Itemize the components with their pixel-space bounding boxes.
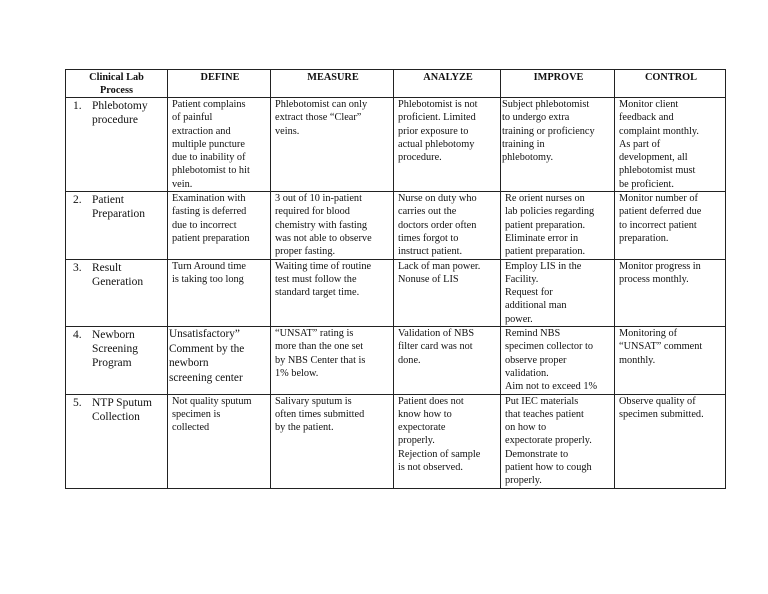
define-cell: [168, 98, 271, 192]
row-number: 3.: [73, 261, 82, 274]
improve-text: Re orient nurses on lab policies regarding patient preparation. Eliminate error in patient preparation.: [505, 193, 595, 258]
row-number: 4.: [73, 329, 82, 342]
analyze-cell: [394, 259, 501, 326]
measure-cell: [271, 327, 394, 394]
process-name: Result Generation: [92, 261, 144, 288]
control-text: Monitor number of patient deferred due to incorrect patient preparation.: [619, 193, 702, 244]
measure-text: Waiting time of routine test must follow the standard target time.: [275, 260, 372, 299]
measure-text: Phlebotomist can only extract those “Clear” veins.: [275, 99, 368, 137]
header-control: CONTROL: [615, 70, 726, 98]
control-text: Observe quality of specimen submitted.: [619, 395, 704, 420]
analyze-text: Patient does not know how to expectorate properly. Rejection of sample is not observed.: [398, 395, 481, 474]
improve-cell: [501, 259, 615, 326]
analyze-text: Phlebotomist is not proficient. Limited prior exposure to actual phlebotomy procedure.: [398, 99, 478, 164]
define-text: Not quality sputum specimen is collected: [172, 395, 252, 434]
dmaic-table: [65, 69, 726, 489]
improve-cell: [501, 192, 615, 259]
control-cell: [615, 394, 726, 488]
define-text: Examination with fasting is deferred due to incorrect patient preparation: [172, 193, 250, 244]
control-text: Monitoring of “UNSAT” comment monthly.: [619, 328, 703, 366]
header-analyze: ANALYZE: [394, 70, 501, 98]
analyze-cell: [394, 327, 501, 394]
analyze-cell: [394, 192, 501, 259]
process-cell: [66, 327, 168, 394]
define-text: Patient complains of painful extraction and multiple puncture due to inability of phlebotomist to hit vein.: [172, 99, 250, 190]
header-improve: IMPROVE: [501, 70, 615, 98]
process-name: Patient Preparation: [92, 194, 146, 221]
table-row: [66, 192, 726, 259]
improve-cell: [501, 394, 615, 488]
improve-text: Subject phlebotomist to undergo extra training or proficiency training in phlebotomy.: [502, 99, 595, 164]
table-row: [66, 98, 726, 192]
table-row: [66, 259, 726, 326]
define-text: Unsatisfactory” Comment by the newborn screening center: [169, 328, 245, 384]
improve-cell: [501, 327, 615, 394]
improve-text: Remind NBS specimen collector to observe proper validation. Aim not to exceed 1%: [505, 328, 598, 393]
table-row: [66, 327, 726, 394]
process-cell: [66, 394, 168, 488]
define-text: Turn Around time is taking too long: [172, 260, 246, 285]
measure-text: “UNSAT” rating is more than the one set by NBS Center that is 1% below.: [275, 328, 366, 379]
define-cell: [168, 192, 271, 259]
measure-text: Salivary sputum is often times submitted by the patient.: [275, 395, 365, 434]
header-measure: MEASURE: [271, 70, 394, 98]
control-cell: [615, 98, 726, 192]
row-number: 2.: [73, 194, 82, 207]
row-number: 1.: [73, 100, 82, 112]
process-cell: [66, 259, 168, 326]
define-cell: [168, 259, 271, 326]
analyze-cell: [394, 394, 501, 488]
measure-text: 3 out of 10 in-patient required for blood chemistry with fasting was not able to observe proper fasting.: [275, 193, 372, 258]
control-cell: [615, 192, 726, 259]
control-cell: [615, 327, 726, 394]
control-text: Monitor progress in process monthly.: [619, 260, 701, 285]
measure-cell: [271, 98, 394, 192]
process-name: Phlebotomy procedure: [92, 100, 148, 126]
analyze-text: Lack of man power. Nonuse of LIS: [398, 260, 481, 285]
measure-cell: [271, 394, 394, 488]
table-row: [66, 394, 726, 488]
process-name: Newborn Screening Program: [92, 329, 138, 370]
define-cell: [168, 327, 271, 394]
improve-cell: [501, 98, 615, 192]
improve-text: Put IEC materials that teaches patient on how to expectorate properly. Demonstrate to patient how to cough properly.: [505, 395, 592, 487]
process-cell: [66, 98, 168, 192]
table-header-row: [66, 70, 726, 98]
header-define: DEFINE: [168, 70, 271, 98]
define-cell: [168, 394, 271, 488]
measure-cell: [271, 192, 394, 259]
process-cell: [66, 192, 168, 259]
control-text: Monitor client feedback and complaint monthly. As part of development, all phlebotomist must be proficient.: [619, 99, 699, 190]
improve-text: Employ LIS in the Facility. Request for additional man power.: [505, 260, 582, 325]
analyze-text: Validation of NBS filter card was not done.: [398, 328, 475, 366]
header-clinical-lab-process: Clinical Lab Process: [66, 70, 168, 98]
analyze-text: Nurse on duty who carries out the doctors order often times forgot to instruct patient.: [398, 193, 477, 258]
measure-cell: [271, 259, 394, 326]
control-cell: [615, 259, 726, 326]
analyze-cell: [394, 98, 501, 192]
process-name: NTP Sputum Collection: [92, 396, 152, 423]
row-number: 5.: [73, 396, 82, 409]
